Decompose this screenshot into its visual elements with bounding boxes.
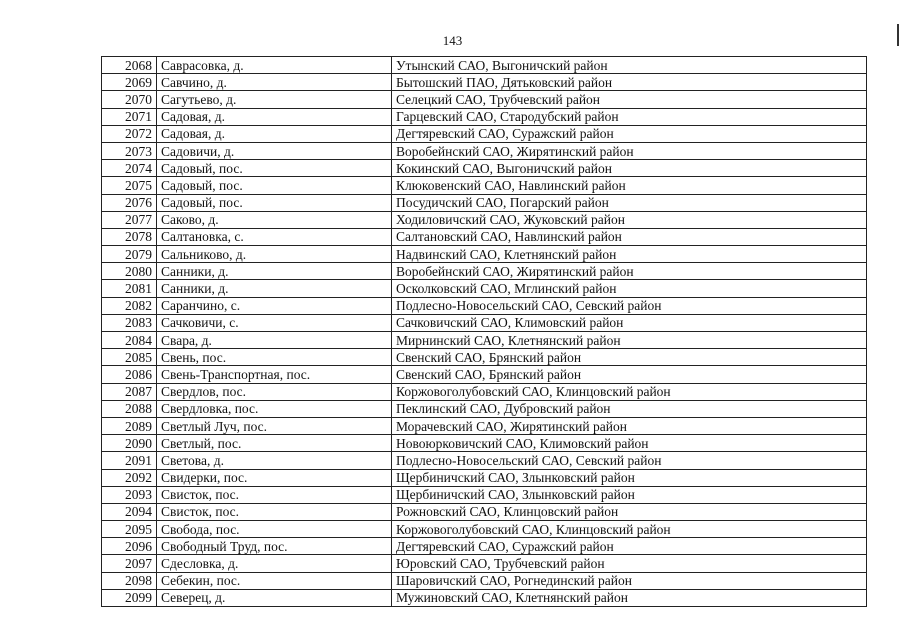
- administrative-unit: Бытошский ПАО, Дятьковский район: [392, 74, 867, 91]
- row-number: 2073: [102, 142, 157, 159]
- settlement-name: Свердловка, пос.: [157, 400, 392, 417]
- administrative-unit: Шаровичский САО, Рогнединский район: [392, 572, 867, 589]
- administrative-unit: Воробейнский САО, Жирятинский район: [392, 142, 867, 159]
- settlement-name: Свидерки, пос.: [157, 469, 392, 486]
- row-number: 2072: [102, 125, 157, 142]
- settlement-name: Садовая, д.: [157, 108, 392, 125]
- table-row: [102, 211, 867, 228]
- row-number: 2068: [102, 57, 157, 74]
- table-row: [102, 366, 867, 383]
- settlement-name: Савчино, д.: [157, 74, 392, 91]
- settlement-name: Саврасовка, д.: [157, 57, 392, 74]
- settlement-name: Свободный Труд, пос.: [157, 538, 392, 555]
- table-row: [102, 280, 867, 297]
- table-row: [102, 314, 867, 331]
- administrative-unit: Клюковенский САО, Навлинский район: [392, 177, 867, 194]
- row-number: 2079: [102, 246, 157, 263]
- table-row: [102, 486, 867, 503]
- table-row: [102, 246, 867, 263]
- settlement-name: Свара, д.: [157, 332, 392, 349]
- settlement-name: Сдесловка, д.: [157, 555, 392, 572]
- settlement-name: Свердлов, пос.: [157, 383, 392, 400]
- row-number: 2089: [102, 417, 157, 434]
- administrative-unit: Свенский САО, Брянский район: [392, 349, 867, 366]
- administrative-unit: Рожновский САО, Клинцовский район: [392, 503, 867, 520]
- table-row: [102, 125, 867, 142]
- row-number: 2091: [102, 452, 157, 469]
- table-row: [102, 57, 867, 74]
- row-number: 2098: [102, 572, 157, 589]
- page-number: 143: [442, 33, 463, 48]
- table-row: [102, 435, 867, 452]
- settlement-name: Свисток, пос.: [157, 486, 392, 503]
- row-number: 2097: [102, 555, 157, 572]
- administrative-unit: Гарцевский САО, Стародубский район: [392, 108, 867, 125]
- administrative-unit: Утынский САО, Выгоничский район: [392, 57, 867, 74]
- table-row: [102, 177, 867, 194]
- table-row: [102, 297, 867, 314]
- settlement-name: Садовый, пос.: [157, 160, 392, 177]
- administrative-unit: Посудичский САО, Погарский район: [392, 194, 867, 211]
- table-row: [102, 91, 867, 108]
- row-number: 2092: [102, 469, 157, 486]
- settlement-name: Сальниково, д.: [157, 246, 392, 263]
- administrative-unit: Юровский САО, Трубчевский район: [392, 555, 867, 572]
- row-number: 2087: [102, 383, 157, 400]
- administrative-unit: Селецкий САО, Трубчевский район: [392, 91, 867, 108]
- row-number: 2082: [102, 297, 157, 314]
- administrative-unit: Дегтяревский САО, Суражский район: [392, 538, 867, 555]
- settlement-name: Светлый Луч, пос.: [157, 417, 392, 434]
- row-number: 2086: [102, 366, 157, 383]
- administrative-unit: Кокинский САО, Выгоничский район: [392, 160, 867, 177]
- settlement-name: Саково, д.: [157, 211, 392, 228]
- settlement-name: Сачковичи, с.: [157, 314, 392, 331]
- administrative-unit: Надвинский САО, Клетнянский район: [392, 246, 867, 263]
- settlement-name: Садовый, пос.: [157, 194, 392, 211]
- administrative-unit: Морачевский САО, Жирятинский район: [392, 417, 867, 434]
- administrative-unit: Свенский САО, Брянский район: [392, 366, 867, 383]
- row-number: 2070: [102, 91, 157, 108]
- settlement-name: Себекин, пос.: [157, 572, 392, 589]
- administrative-unit: Коржовоголубовский САО, Клинцовский район: [392, 383, 867, 400]
- settlement-name: Садовый, пос.: [157, 177, 392, 194]
- table-row: [102, 572, 867, 589]
- row-number: 2099: [102, 589, 157, 606]
- row-number: 2096: [102, 538, 157, 555]
- settlement-name: Санники, д.: [157, 280, 392, 297]
- settlement-name: Сагутьево, д.: [157, 91, 392, 108]
- row-number: 2095: [102, 521, 157, 538]
- table-row: [102, 383, 867, 400]
- row-number: 2071: [102, 108, 157, 125]
- settlement-name: Свень-Транспортная, пос.: [157, 366, 392, 383]
- row-number: 2080: [102, 263, 157, 280]
- administrative-unit: Пеклинский САО, Дубровский район: [392, 400, 867, 417]
- table-row: [102, 538, 867, 555]
- administrative-unit: Дегтяревский САО, Суражский район: [392, 125, 867, 142]
- row-number: 2090: [102, 435, 157, 452]
- row-number: 2081: [102, 280, 157, 297]
- administrative-unit: Подлесно-Новосельский САО, Севский район: [392, 297, 867, 314]
- settlement-name: Северец, д.: [157, 589, 392, 606]
- table-row: [102, 142, 867, 159]
- table-row: [102, 108, 867, 125]
- row-number: 2069: [102, 74, 157, 91]
- table-row: [102, 589, 867, 606]
- row-number: 2085: [102, 349, 157, 366]
- administrative-unit: Сачковичский САО, Климовский район: [392, 314, 867, 331]
- row-number: 2078: [102, 228, 157, 245]
- settlement-name: Свисток, пос.: [157, 503, 392, 520]
- settlement-name: Садовая, д.: [157, 125, 392, 142]
- settlement-name: Свень, пос.: [157, 349, 392, 366]
- row-number: 2077: [102, 211, 157, 228]
- settlement-name: Светлый, пос.: [157, 435, 392, 452]
- settlement-name: Санники, д.: [157, 263, 392, 280]
- settlement-name: Саранчино, с.: [157, 297, 392, 314]
- table-row: [102, 194, 867, 211]
- table-row: [102, 332, 867, 349]
- table-row: [102, 160, 867, 177]
- settlement-registry-table: [101, 56, 867, 607]
- table-row: [102, 400, 867, 417]
- table-row: [102, 349, 867, 366]
- settlement-name: Светова, д.: [157, 452, 392, 469]
- scan-edge-mark: [897, 24, 899, 46]
- administrative-unit: Мужиновский САО, Клетнянский район: [392, 589, 867, 606]
- row-number: 2094: [102, 503, 157, 520]
- table-row: [102, 452, 867, 469]
- administrative-unit: Новоюрковичский САО, Климовский район: [392, 435, 867, 452]
- settlement-name: Садовичи, д.: [157, 142, 392, 159]
- administrative-unit: Воробейнский САО, Жирятинский район: [392, 263, 867, 280]
- table-row: [102, 555, 867, 572]
- administrative-unit: Ходиловичский САО, Жуковский район: [392, 211, 867, 228]
- table-row: [102, 417, 867, 434]
- administrative-unit: Щербиничский САО, Злынковский район: [392, 469, 867, 486]
- row-number: 2076: [102, 194, 157, 211]
- row-number: 2074: [102, 160, 157, 177]
- table-row: [102, 74, 867, 91]
- administrative-unit: Осколковский САО, Мглинский район: [392, 280, 867, 297]
- row-number: 2084: [102, 332, 157, 349]
- row-number: 2088: [102, 400, 157, 417]
- table-row: [102, 263, 867, 280]
- administrative-unit: Подлесно-Новосельский САО, Севский район: [392, 452, 867, 469]
- settlement-name: Салтановка, с.: [157, 228, 392, 245]
- table-row: [102, 521, 867, 538]
- row-number: 2093: [102, 486, 157, 503]
- table-row: [102, 228, 867, 245]
- administrative-unit: Щербиничский САО, Злынковский район: [392, 486, 867, 503]
- row-number: 2083: [102, 314, 157, 331]
- administrative-unit: Мирнинский САО, Клетнянский район: [392, 332, 867, 349]
- table-row: [102, 469, 867, 486]
- administrative-unit: Коржовоголубовский САО, Клинцовский район: [392, 521, 867, 538]
- administrative-unit: Салтановский САО, Навлинский район: [392, 228, 867, 245]
- settlement-name: Свобода, пос.: [157, 521, 392, 538]
- table-row: [102, 503, 867, 520]
- table-body: [102, 57, 867, 607]
- row-number: 2075: [102, 177, 157, 194]
